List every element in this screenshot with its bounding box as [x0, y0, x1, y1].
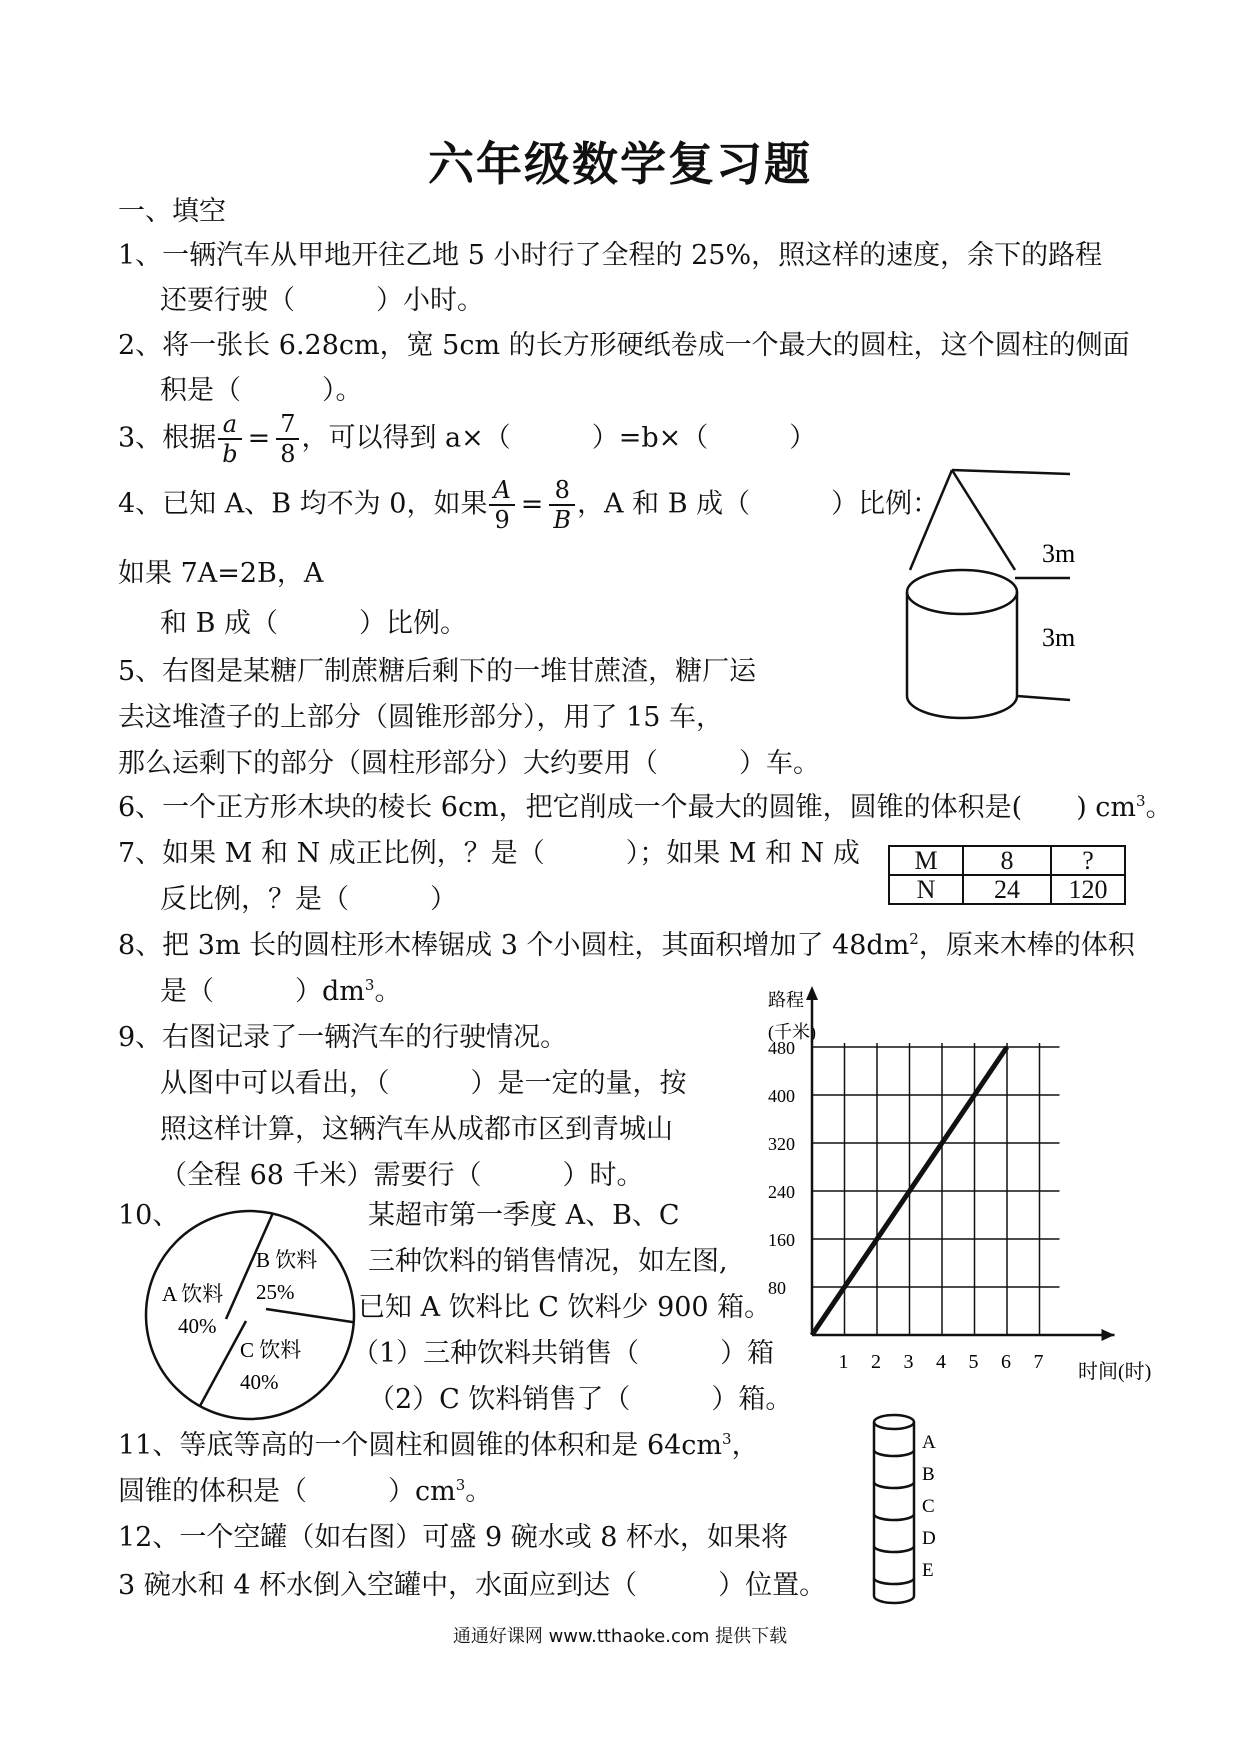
- q5-line3: 那么运剩下的部分（圆柱形部分）大约要用（ ）车。: [118, 748, 820, 779]
- q4-prefix: 4、已知 A、B 均不为 0，如果: [118, 488, 488, 520]
- q10-line3: 已知 A 饮料比 C 饮料少 900 箱。: [358, 1292, 772, 1323]
- section-heading: 一、填空: [118, 196, 226, 227]
- q10-number: 10、: [118, 1200, 180, 1231]
- can-mark-c: [874, 1514, 914, 1520]
- cylinder-top-ellipse: [907, 570, 1017, 614]
- x-tick-label: 5: [968, 1351, 979, 1373]
- chart-ylabel-line2: (千米): [768, 1022, 816, 1042]
- can-mark-d: [874, 1546, 914, 1552]
- y-tick-label: 480: [768, 1038, 795, 1058]
- q2-line1: 2、将一张长 6.28cm，宽 5cm 的长方形硬纸卷成一个最大的圆柱，这个圆柱的侧面: [118, 330, 1130, 361]
- y-tick-label: 160: [768, 1230, 795, 1250]
- q12-line2: 3 碗水和 4 杯水倒入空罐中，水面应到达（ ）位置。: [118, 1570, 827, 1601]
- y-tick-label: 240: [768, 1182, 795, 1202]
- q7-line2: 反比例，？是（ ）: [160, 884, 457, 915]
- cone-cylinder-figure: [880, 460, 1080, 730]
- table-row: [889, 875, 1125, 904]
- q2-line2: 积是（ ）。: [160, 375, 363, 406]
- dim-line-bottom: [1017, 696, 1070, 700]
- q10-line1: 某超市第一季度 A、B、C: [368, 1200, 680, 1231]
- q4-line: [118, 478, 939, 532]
- q9-line1: 9、右图记录了一辆汽车的行驶情况。: [118, 1022, 568, 1053]
- y-axis-arrow: [806, 986, 818, 1000]
- q10-line4: （1）三种饮料共销售（ ）箱: [352, 1338, 775, 1369]
- y-tick-label: 80: [768, 1278, 786, 1298]
- pie-label-c-percent: 40%: [240, 1370, 279, 1394]
- q5-line2: 去这堆渣子的上部分（圆锥形部分），用了 15 车，: [118, 702, 724, 733]
- q3-line: [118, 412, 816, 466]
- q12-line1: 12、一个空罐（如右图）可盛 9 碗水或 8 杯水，如果将: [118, 1522, 789, 1553]
- q1-line1: 1、一辆汽车从甲地开往乙地 5 小时行了全程的 25%，照这样的速度，余下的路程: [118, 240, 1103, 271]
- q9-line2: 从图中可以看出，（ ）是一定的量，按: [160, 1068, 687, 1099]
- q1-line2: 还要行驶（ ）小时。: [160, 285, 484, 316]
- page-title: 六年级数学复习题: [428, 137, 812, 191]
- chart-ylabel-line1: 路程: [768, 990, 804, 1010]
- table-cell: N: [889, 875, 963, 904]
- pie-label-b-percent: 25%: [256, 1280, 295, 1304]
- q11-line1: 11、等底等高的一个圆柱和圆锥的体积和是 $64cm^3$，: [118, 1430, 759, 1461]
- can-bottom-arc: [874, 1596, 914, 1603]
- pie-label-a-name: A 饮料: [162, 1282, 224, 1306]
- q4-fraction-right: $\frac{8}{B}$: [549, 478, 575, 532]
- q3-fraction-right: $\frac{7}{8}$: [276, 412, 299, 466]
- beverage-pie-chart: [140, 1205, 360, 1425]
- table-cell: 120: [1051, 875, 1125, 904]
- q7-line1: 7、如果 M 和 N 成正比例，？是（ ）；如果 M 和 N 成: [118, 838, 860, 869]
- cylinder-bottom-arc: [907, 696, 1017, 718]
- table-row: [889, 846, 1125, 875]
- chart-ticks: [768, 1038, 1044, 1373]
- can-mark-e: [874, 1578, 914, 1584]
- x-tick-label: 3: [903, 1351, 914, 1373]
- q3-prefix: 3、根据: [118, 422, 217, 454]
- q9-line4: （全程 68 千米）需要行（ ）时。: [160, 1160, 644, 1191]
- can-top-ellipse: [874, 1415, 914, 1429]
- page-footer: 通通好课网 www.tthaoke.com 提供下载: [452, 1626, 788, 1647]
- q4-line3: 和 B 成（ ）比例。: [160, 608, 468, 639]
- y-tick-label: 400: [768, 1086, 795, 1106]
- pie-label-c-name: C 饮料: [240, 1338, 302, 1362]
- dim-line-top: [952, 470, 1070, 474]
- q4-suffix: ，A 和 B 成（ ）比例：: [577, 488, 940, 520]
- can-label-e: E: [922, 1560, 934, 1581]
- x-tick-label: 1: [838, 1351, 849, 1373]
- q3-equals: =: [247, 422, 271, 454]
- table-cell: M: [889, 846, 963, 875]
- x-tick-label: 6: [1001, 1351, 1011, 1373]
- q3-fraction-left: $\frac{a}{b}$: [218, 412, 241, 466]
- table-cell: 8: [963, 846, 1051, 875]
- can-mark-a: [874, 1450, 914, 1456]
- q4-line2: 如果 7A=2B，A: [118, 558, 324, 589]
- q8-line1: 8、把 3m 长的圆柱形木棒锯成 3 个小圆柱，其面积增加了 $48dm^2$，原来木棒的体积: [118, 930, 1135, 961]
- q4-fraction-left: $\frac{A}{9}$: [489, 478, 514, 532]
- cone-right-edge: [952, 470, 1015, 570]
- pie-slice-boundary: [266, 1309, 354, 1322]
- pie-label-b-name: B 饮料: [256, 1248, 318, 1272]
- q6-line: 6、一个正方形木块的棱长 6cm，把它削成一个最大的圆锥，圆锥的体积是( ) $cm^3$。: [118, 792, 1173, 823]
- cone-left-edge: [910, 470, 952, 570]
- table-cell: 24: [963, 875, 1051, 904]
- q8-line2: 是（ ）$dm^3$。: [160, 976, 402, 1007]
- can-mark-b: [874, 1482, 914, 1488]
- pie-label-a-percent: 40%: [178, 1314, 217, 1338]
- cone-height-label: 3m: [1042, 539, 1076, 568]
- can-figure: [868, 1410, 958, 1610]
- chart-grid: [812, 1043, 1060, 1335]
- table-cell: ?: [1051, 846, 1125, 875]
- q3-suffix: ，可以得到 a×（ ）=b×（ ）: [301, 422, 817, 454]
- chart-xlabel: 时间(时): [1078, 1361, 1152, 1383]
- distance-time-chart: [760, 980, 1180, 1400]
- can-label-b: B: [922, 1464, 935, 1485]
- can-label-d: D: [922, 1528, 936, 1549]
- can-label-c: C: [922, 1496, 935, 1517]
- q4-equals: =: [520, 488, 544, 520]
- x-axis-arrow: [1102, 1329, 1115, 1341]
- q5-line1: 5、右图是某糖厂制蔗糖后剩下的一堆甘蔗渣，糖厂运: [118, 656, 757, 687]
- q11-line2: 圆锥的体积是（ ）$cm^3$。: [118, 1476, 493, 1507]
- q10-line2: 三种饮料的销售情况，如左图,: [368, 1246, 728, 1277]
- cylinder-height-label: 3m: [1042, 623, 1076, 652]
- q9-line3: 照这样计算，这辆汽车从成都市区到青城山: [160, 1114, 673, 1145]
- q10-line5: （2）C 饮料销售了（ ）箱。: [368, 1384, 793, 1415]
- x-tick-label: 4: [936, 1351, 946, 1373]
- x-tick-label: 7: [1033, 1351, 1044, 1373]
- x-tick-label: 2: [871, 1351, 881, 1373]
- y-tick-label: 320: [768, 1134, 795, 1154]
- can-label-a: A: [922, 1432, 936, 1453]
- mn-table: [888, 845, 1126, 905]
